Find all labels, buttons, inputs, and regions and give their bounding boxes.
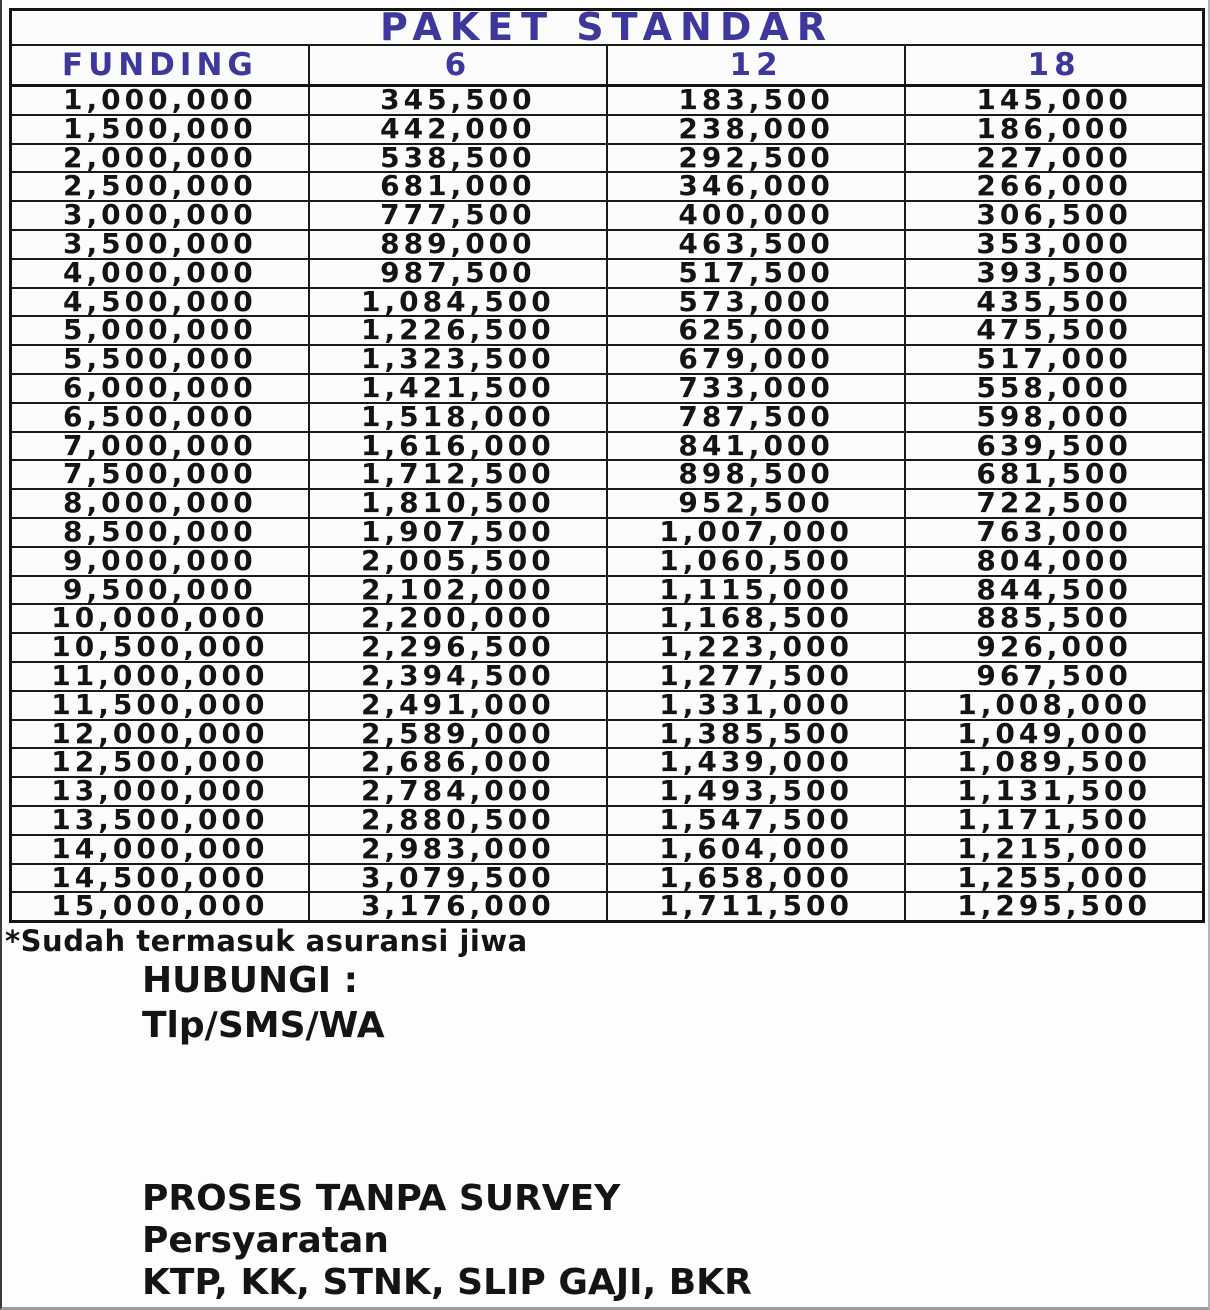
installment-cell: 517,000 (905, 345, 1203, 374)
table-row (11, 748, 1204, 777)
table-row (11, 691, 1204, 720)
installment-cell: 926,000 (905, 633, 1203, 662)
table-row (11, 374, 1204, 403)
funding-cell: 1,500,000 (11, 115, 309, 144)
funding-cell: 1,000,000 (11, 86, 309, 115)
installment-cell: 292,500 (607, 144, 905, 173)
installment-cell: 679,000 (607, 345, 905, 374)
requirements-list: KTP, KK, STNK, SLIP GAJI, BKR (142, 1262, 752, 1303)
installment-cell: 1,493,500 (607, 777, 905, 806)
funding-cell: 7,500,000 (11, 460, 309, 489)
installment-cell: 435,500 (905, 288, 1203, 317)
installment-cell: 889,000 (309, 230, 607, 259)
installment-cell: 1,226,500 (309, 316, 607, 345)
installment-cell: 987,500 (309, 259, 607, 288)
installment-cell: 2,983,000 (309, 835, 607, 864)
installment-cell: 844,500 (905, 576, 1203, 605)
contact-channels: Tlp/SMS/WA (142, 1005, 385, 1046)
column-header-funding: FUNDING (11, 45, 309, 86)
process-block (142, 1178, 752, 1304)
funding-cell: 3,500,000 (11, 230, 309, 259)
table-row (11, 576, 1204, 605)
requirements-label: Persyaratan (142, 1220, 389, 1261)
installment-cell: 475,500 (905, 316, 1203, 345)
column-header-tenor-6: 6 (309, 45, 607, 86)
installment-cell: 681,500 (905, 460, 1203, 489)
funding-cell: 10,500,000 (11, 633, 309, 662)
column-header-tenor-18: 18 (905, 45, 1203, 86)
funding-cell: 9,000,000 (11, 547, 309, 576)
installment-cell: 2,394,500 (309, 662, 607, 691)
process-heading: PROSES TANPA SURVEY (142, 1178, 621, 1219)
table-row (11, 633, 1204, 662)
installment-cell: 238,000 (607, 115, 905, 144)
funding-cell: 15,000,000 (11, 892, 309, 921)
installment-cell: 558,000 (905, 374, 1203, 403)
funding-cell: 11,500,000 (11, 691, 309, 720)
installment-cell: 1,295,500 (905, 892, 1203, 921)
installment-cell: 967,500 (905, 662, 1203, 691)
funding-cell: 5,000,000 (11, 316, 309, 345)
installment-cell: 3,176,000 (309, 892, 607, 921)
installment-cell: 353,000 (905, 230, 1203, 259)
funding-cell: 4,500,000 (11, 288, 309, 317)
installment-cell: 1,907,500 (309, 518, 607, 547)
table-body (11, 83, 1204, 923)
funding-cell: 2,500,000 (11, 172, 309, 201)
table-row (11, 259, 1204, 288)
table-row (11, 201, 1204, 230)
installment-cell: 183,500 (607, 86, 905, 115)
table-row (11, 288, 1204, 317)
installment-cell: 2,102,000 (309, 576, 607, 605)
table-row (11, 806, 1204, 835)
funding-cell: 13,000,000 (11, 777, 309, 806)
funding-cell: 6,000,000 (11, 374, 309, 403)
table-row (11, 316, 1204, 345)
installment-cell: 400,000 (607, 201, 905, 230)
installment-cell: 1,604,000 (607, 835, 905, 864)
installment-cell: 598,000 (905, 403, 1203, 432)
installment-cell: 1,547,500 (607, 806, 905, 835)
funding-cell: 10,000,000 (11, 604, 309, 633)
table-row (11, 720, 1204, 749)
installment-cell: 1,810,500 (309, 489, 607, 518)
table-row (11, 489, 1204, 518)
installment-cell: 1,089,500 (905, 748, 1203, 777)
installment-cell: 1,255,000 (905, 864, 1203, 893)
installment-cell: 841,000 (607, 432, 905, 461)
installment-cell: 1,171,500 (905, 806, 1203, 835)
funding-cell: 13,500,000 (11, 806, 309, 835)
installment-cell: 3,079,500 (309, 864, 607, 893)
installment-cell: 345,500 (309, 86, 607, 115)
installment-cell: 1,084,500 (309, 288, 607, 317)
installment-cell: 186,000 (905, 115, 1203, 144)
table-row (11, 864, 1204, 893)
installment-cell: 1,331,000 (607, 691, 905, 720)
installment-cell: 804,000 (905, 547, 1203, 576)
table-row (11, 460, 1204, 489)
installment-cell: 2,200,000 (309, 604, 607, 633)
installment-cell: 625,000 (607, 316, 905, 345)
table-row (11, 662, 1204, 691)
contact-block (142, 958, 385, 1048)
column-header-tenor-12: 12 (607, 45, 905, 86)
installment-cell: 517,500 (607, 259, 905, 288)
installment-cell: 1,712,500 (309, 460, 607, 489)
contact-heading: HUBUNGI : (142, 960, 359, 1001)
table-row (11, 86, 1204, 115)
installment-cell: 639,500 (905, 432, 1203, 461)
installment-cell: 1,277,500 (607, 662, 905, 691)
installment-cell: 1,049,000 (905, 720, 1203, 749)
installment-cell: 733,000 (607, 374, 905, 403)
installment-cell: 722,500 (905, 489, 1203, 518)
funding-cell: 3,000,000 (11, 201, 309, 230)
funding-cell: 6,500,000 (11, 403, 309, 432)
installment-cell: 952,500 (607, 489, 905, 518)
installment-cell: 681,000 (309, 172, 607, 201)
table-row (11, 403, 1204, 432)
installment-cell: 1,007,000 (607, 518, 905, 547)
table-row (11, 604, 1204, 633)
funding-cell: 11,000,000 (11, 662, 309, 691)
table-row (11, 547, 1204, 576)
installment-cell: 266,000 (905, 172, 1203, 201)
table-row (11, 172, 1204, 201)
table-row (11, 835, 1204, 864)
installment-cell: 1,168,500 (607, 604, 905, 633)
table-row (11, 230, 1204, 259)
installment-cell: 787,500 (607, 403, 905, 432)
installment-cell: 1,323,500 (309, 345, 607, 374)
installment-cell: 2,491,000 (309, 691, 607, 720)
installment-cell: 393,500 (905, 259, 1203, 288)
funding-cell: 9,500,000 (11, 576, 309, 605)
installment-cell: 1,658,000 (607, 864, 905, 893)
installment-cell: 1,215,000 (905, 835, 1203, 864)
table-row (11, 144, 1204, 173)
installment-cell: 885,500 (905, 604, 1203, 633)
installment-cell: 1,518,000 (309, 403, 607, 432)
installment-cell: 1,115,000 (607, 576, 905, 605)
installment-cell: 2,005,500 (309, 547, 607, 576)
table-row (11, 892, 1204, 921)
funding-cell: 12,500,000 (11, 748, 309, 777)
table-row (11, 432, 1204, 461)
paket-standar-table (9, 5, 1205, 923)
installment-cell: 898,500 (607, 460, 905, 489)
installment-cell: 538,500 (309, 144, 607, 173)
installment-cell: 573,000 (607, 288, 905, 317)
installment-cell: 2,880,500 (309, 806, 607, 835)
table-row (11, 777, 1204, 806)
funding-cell: 12,000,000 (11, 720, 309, 749)
installment-cell: 346,000 (607, 172, 905, 201)
installment-cell: 1,385,500 (607, 720, 905, 749)
funding-cell: 5,500,000 (11, 345, 309, 374)
installment-cell: 1,223,000 (607, 633, 905, 662)
installment-cell: 2,296,500 (309, 633, 607, 662)
funding-cell: 8,000,000 (11, 489, 309, 518)
installment-cell: 145,000 (905, 86, 1203, 115)
installment-cell: 442,000 (309, 115, 607, 144)
installment-cell: 463,500 (607, 230, 905, 259)
installment-cell: 1,060,500 (607, 547, 905, 576)
table-row (11, 115, 1204, 144)
installment-cell: 2,686,000 (309, 748, 607, 777)
installment-cell: 1,421,500 (309, 374, 607, 403)
installment-cell: 227,000 (905, 144, 1203, 173)
installment-cell: 2,589,000 (309, 720, 607, 749)
table-row (11, 518, 1204, 547)
table-header-row (11, 45, 1204, 86)
funding-cell: 4,000,000 (11, 259, 309, 288)
installment-cell: 306,500 (905, 201, 1203, 230)
installment-cell: 2,784,000 (309, 777, 607, 806)
installment-cell: 1,439,000 (607, 748, 905, 777)
installment-cell: 1,008,000 (905, 691, 1203, 720)
funding-cell: 7,000,000 (11, 432, 309, 461)
installment-cell: 763,000 (905, 518, 1203, 547)
installment-cell: 1,711,500 (607, 892, 905, 921)
funding-cell: 14,500,000 (11, 864, 309, 893)
funding-cell: 2,000,000 (11, 144, 309, 173)
funding-cell: 8,500,000 (11, 518, 309, 547)
funding-cell: 14,000,000 (11, 835, 309, 864)
table-title-row (11, 10, 1204, 46)
installment-cell: 1,616,000 (309, 432, 607, 461)
table-row (11, 345, 1204, 374)
installment-cell: 1,131,500 (905, 777, 1203, 806)
insurance-footnote: *Sudah termasuk asuransi jiwa (5, 924, 528, 958)
page-title: PAKET STANDAR (11, 10, 1204, 46)
installment-cell: 777,500 (309, 201, 607, 230)
